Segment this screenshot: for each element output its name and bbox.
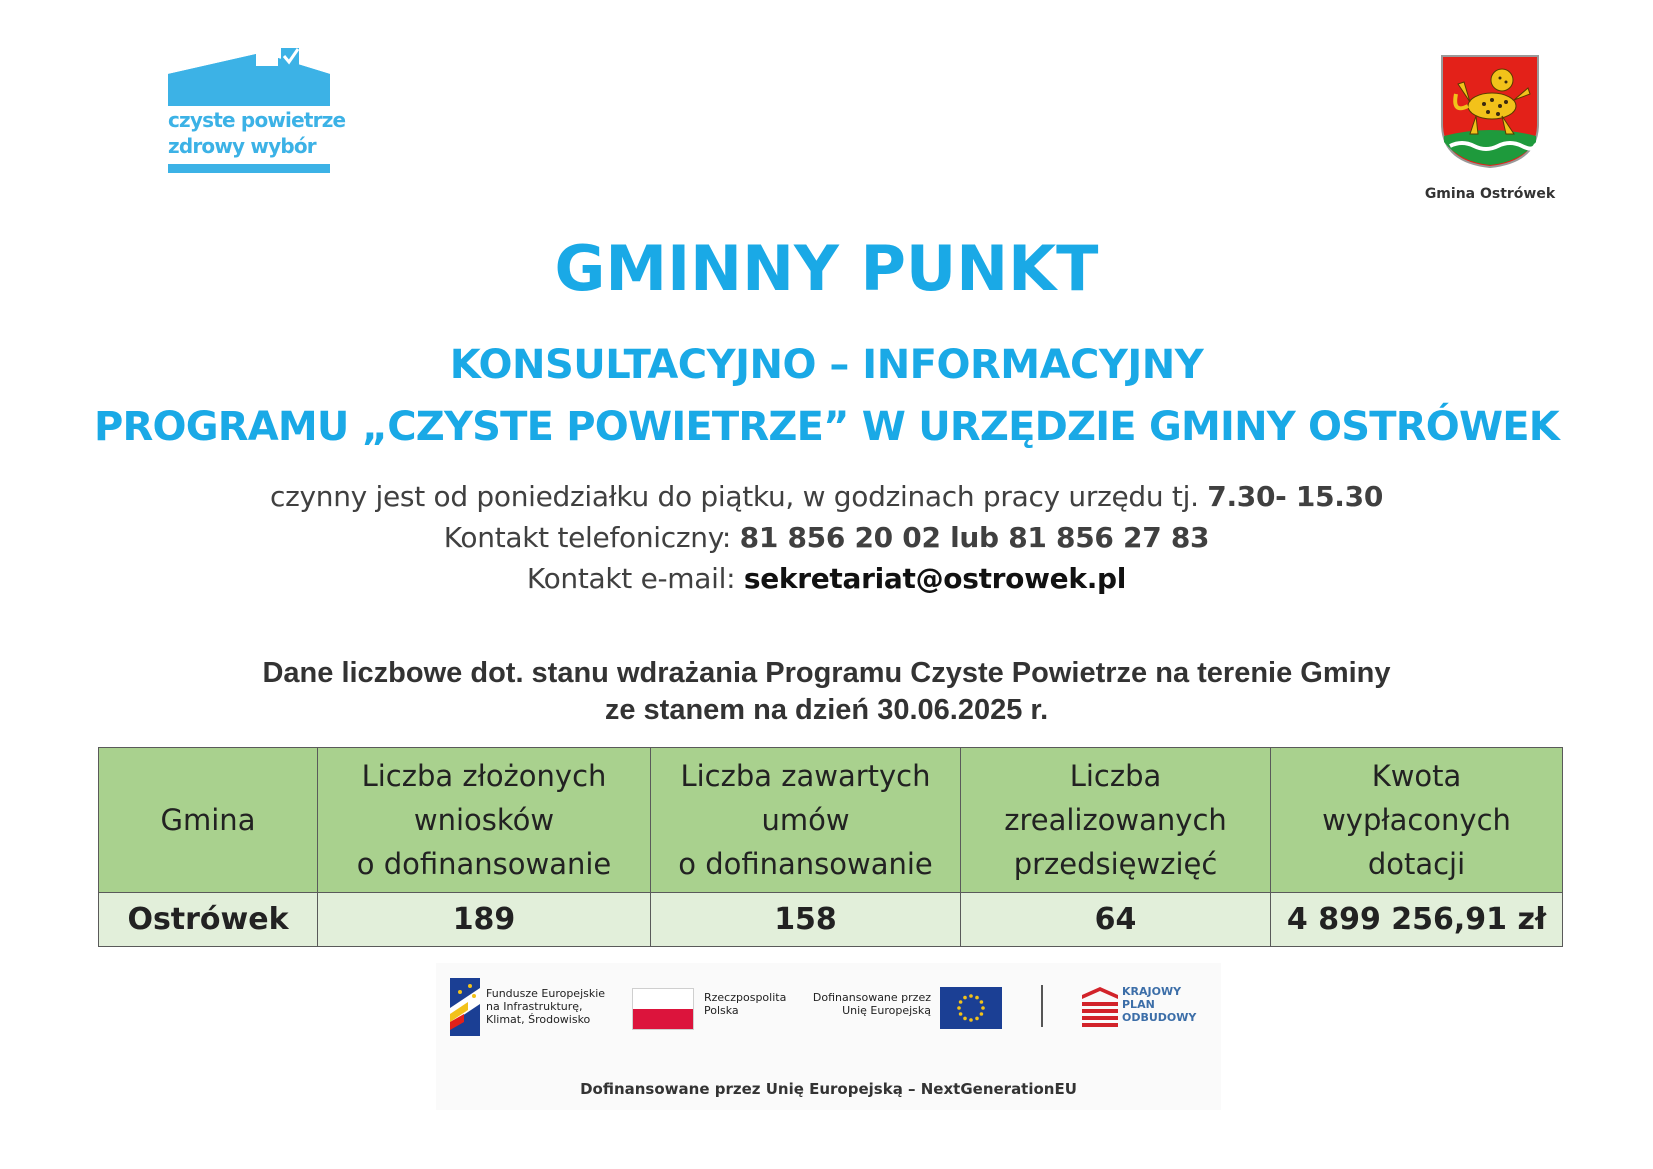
- eu-text-line1: Dofinansowane przez: [812, 991, 931, 1004]
- eu-text: [811, 991, 931, 1017]
- subtitle-line1: KONSULTACYJNO – INFORMACYJNY: [449, 342, 1204, 388]
- fundusze-europejskie-icon: [450, 978, 480, 1036]
- logo-line2: zdrowy wybór: [168, 134, 316, 158]
- cell-applications: 189: [318, 893, 651, 947]
- office-hours-label: czynny jest od poniedziałku do piątku, w godzinach pracy urzędu tj.: [269, 480, 1208, 513]
- coat-of-arms-icon: [1440, 54, 1540, 169]
- cell-gmina: Ostrówek: [99, 893, 318, 947]
- kpo-text-line3: ODBUDOWY: [1122, 1011, 1197, 1024]
- table-row: [99, 893, 1563, 947]
- table-header-row: [99, 748, 1563, 893]
- header-applications: Liczba złożonych wniosków o dofinansowanie: [318, 748, 651, 893]
- pl-text-line1: Rzeczpospolita: [704, 991, 787, 1004]
- stats-title: [0, 655, 1653, 729]
- house-roof-icon: [168, 46, 338, 106]
- phone-value: 81 856 20 02 lub 81 856 27 83: [739, 521, 1210, 554]
- kpo-text: [1122, 985, 1196, 1024]
- phone-contact: [0, 521, 1653, 554]
- subtitle-line2: PROGRAMU „CZYSTE POWIETRZE” W URZĘDZIE GMINY OSTRÓWEK: [94, 404, 1559, 450]
- coat-of-arms-caption: Gmina Ostrówek: [1424, 186, 1556, 202]
- kpo-text-line1: KRAJOWY: [1122, 985, 1182, 998]
- phone-label: Kontakt telefoniczny:: [443, 521, 740, 554]
- funding-caption: Dofinansowane przez Unię Europejską – NextGenerationEU: [580, 1080, 1077, 1098]
- polish-flag-icon: [632, 988, 694, 1030]
- stats-title-line2: ze stanem na dzień 30.06.2025 r.: [604, 694, 1049, 726]
- cell-contracts: 158: [651, 893, 961, 947]
- fe-text-line1: Fundusze Europejskie: [486, 987, 606, 1000]
- office-hours: [0, 480, 1653, 513]
- header-contracts: Liczba zawartych umów o dofinansowanie: [651, 748, 961, 893]
- fe-text-line2: na Infrastrukturę,: [486, 1000, 583, 1013]
- pl-text-line2: Polska: [704, 1004, 739, 1017]
- header-completed: Liczba zrealizowanych przedsięwzięć: [961, 748, 1271, 893]
- office-hours-value: 7.30- 15.30: [1207, 480, 1384, 513]
- header-gmina: Gmina: [99, 748, 318, 893]
- cell-amount: 4 899 256,91 zł: [1271, 893, 1563, 947]
- email-contact: [0, 562, 1653, 595]
- eu-text-line2: Unię Europejską: [842, 1004, 931, 1017]
- pl-text: [704, 991, 786, 1017]
- cell-completed: 64: [961, 893, 1271, 947]
- email-link[interactable]: sekretariat@ostrowek.pl: [743, 562, 1127, 595]
- eu-flag-icon: [940, 987, 1002, 1029]
- logo-line1: czyste powietrze: [168, 108, 346, 132]
- fe-text: [486, 987, 605, 1026]
- page-title: GMINNY PUNKT: [554, 232, 1099, 305]
- funding-logos: [436, 963, 1221, 1110]
- kpo-text-line2: PLAN: [1122, 998, 1155, 1011]
- logo-underline: [168, 164, 330, 173]
- email-label: Kontakt e-mail:: [526, 562, 744, 595]
- czyste-powietrze-logo: [168, 46, 346, 174]
- header-amount: Kwota wypłaconych dotacji: [1271, 748, 1563, 893]
- stats-table: [98, 747, 1563, 947]
- stats-title-line1: Dane liczbowe dot. stanu wdrażania Programu Czyste Powietrze na terenie Gminy: [262, 657, 1391, 689]
- logo-divider: [1041, 985, 1043, 1027]
- fe-text-line3: Klimat, Środowisko: [486, 1013, 591, 1026]
- kpo-logo-icon: [1082, 987, 1118, 1029]
